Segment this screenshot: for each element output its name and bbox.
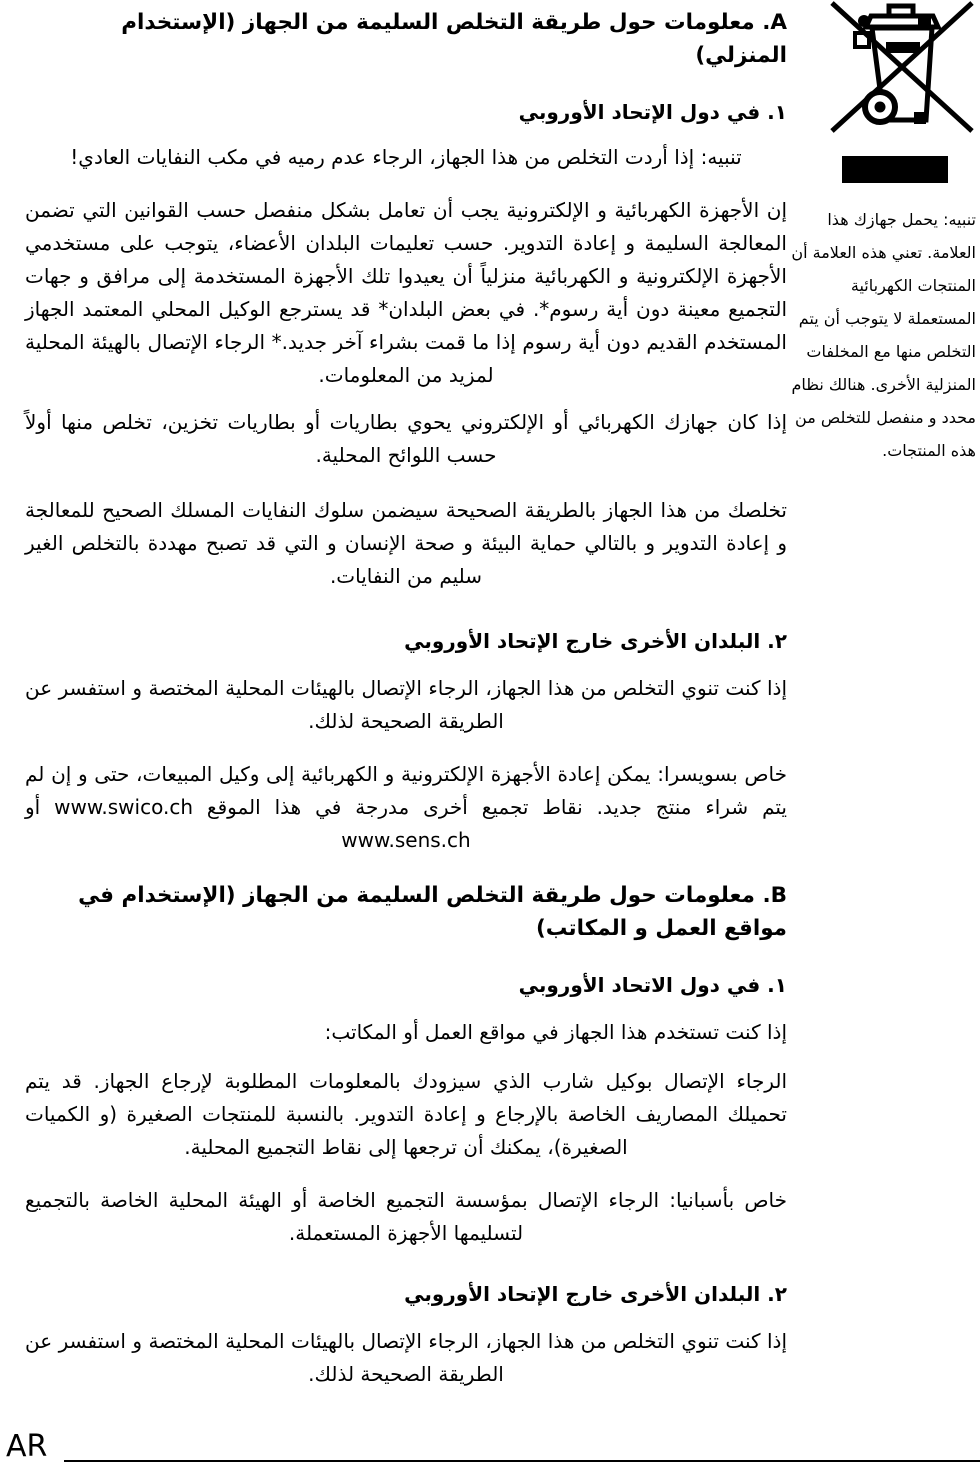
paragraph-attention: تنبيه: إذا أردت التخلص من هذا الجهاز، الرجاء عدم رميه في مكب النفايات العادي!: [70, 145, 742, 169]
weee-note-text: تنبيه: يحمل جهازك هذا العلامة. تعني هذه العلامة أن المنتجات الكهربائية المستعملة لا يتوجب أن يتم التخلص منها مع المخلفات المنزلية الأخرى. هنالك نظام محدد و منفصل للتخلص من هذه المنتجات.: [791, 210, 976, 460]
weee-sidebar: [786, 0, 976, 467]
paragraph-switzerland: خاص بسويسرا: يمكن إعادة الأجهزة الإلكترونية و الكهربائية إلى وكيل المبيعات، حتى و إن لم يتم شراء منتج جديد. نقاط تجميع أخرى مدرجة في هذا الموقع www.swico.ch أو www.sens.ch: [25, 762, 788, 852]
section-b2-subheading: ٢. البلدان الأخرى خارج الإتحاد الأوروبي: [404, 1282, 787, 1306]
paragraph-spain: خاص بأسبانيا: الرجاء الإتصال بمؤسسة التجميع الخاصة أو الهيئة المحلية الخاصة بالتجميع لتسليمها الأجهزة المستعملة.: [25, 1188, 787, 1245]
weee-black-bar: [842, 156, 948, 183]
section-a-heading: A. معلومات حول طريقة التخلص السليمة من الجهاز (الإستخدام المنزلي): [121, 10, 787, 68]
paragraph-correct-disposal: تخلصك من هذا الجهاز بالطريقة الصحيحة سيضمن سلوك النفايات المسلك الصحيح للمعالجة و إعادة التدوير و بالتالي حماية البيئة و صحة الإنسان و التي قد تصبح مهددة بالتخلص الغير سليم من النفايات.: [25, 498, 787, 588]
paragraph-batteries: إذا كان جهازك الكهربائي أو الإلكتروني يحوي بطاريات أو بطاريات تخزين، تخلص منها أولاً حسب اللوائح المحلية.: [25, 410, 787, 467]
paragraph-separate-treatment: إن الأجهزة الكهربائية و الإلكترونية يجب أن تعامل بشكل منفصل حسب القوانين التي تضمن المعالجة السليمة و إعادة التدوير. حسب تعليمات البلدان الأعضاء، يتوجب على مستخدمي الأجهزة الإلكترونية و الكهربائية منزلياً أن يعيدوا تلك الأجهزة المستخدمة إلى مرافق و جهات التجميع معينة دون أية رسوم*. في بعض البلدان* قد يسترجع الوكيل المحلي المعتمد الجهاز المستخدم القديم دون أية رسوم إذا ما قمت بشراء آخر جديد.* الرجاء الإتصال بالهيئة المحلية لمزيد من المعلومات.: [25, 198, 787, 387]
section-b1-subheading: ١. في دول الاتحاد الأوروبي: [518, 973, 787, 997]
paragraph-sharp-dealer: الرجاء الإتصال بوكيل شارب الذي سيزودك بالمعلومات المطلوبة لإرجاع الجهاز. قد يتم تحميلك المصاريف الخاصة بالإرجاع و إعادة التدوير. بالنسبة للمنتجات الصغيرة (و الكميات الصغيرة)، يمكنك أن ترجعها إلى نقاط التجميع المحلية.: [25, 1069, 787, 1159]
section-a1-subheading: ١. في دول الإتحاد الأوروبي: [518, 100, 787, 124]
paragraph-contact-authority-b: إذا كنت تنوي التخلص من هذا الجهاز، الرجاء الإتصال بالهيئات المحلية المختصة و استفسر عن الطريقة الصحيحة لذلك.: [25, 1329, 787, 1386]
paragraph-business-use: إذا كنت تستخدم هذا الجهاز في مواقع العمل أو المكاتب:: [324, 1020, 787, 1044]
section-a2-subheading: ٢. البلدان الأخرى خارج الإتحاد الأوروبي: [404, 629, 787, 653]
paragraph-contact-authority-a: إذا كنت تنوي التخلص من هذا الجهاز، الرجاء الإتصال بالهيئات المحلية المختصة و استفسر عن الطريقة الصحيحة لذلك.: [25, 676, 787, 733]
language-code-label: AR: [6, 1429, 48, 1463]
crossed-out-wheeled-bin-icon: [828, 0, 976, 134]
section-b-heading: B. معلومات حول طريقة التخلص السليمة من الجهاز (الإستخدام في مواقع العمل و المكاتب): [78, 883, 787, 941]
main-text-column: [25, 0, 787, 1391]
footer-rule: [64, 1460, 980, 1462]
